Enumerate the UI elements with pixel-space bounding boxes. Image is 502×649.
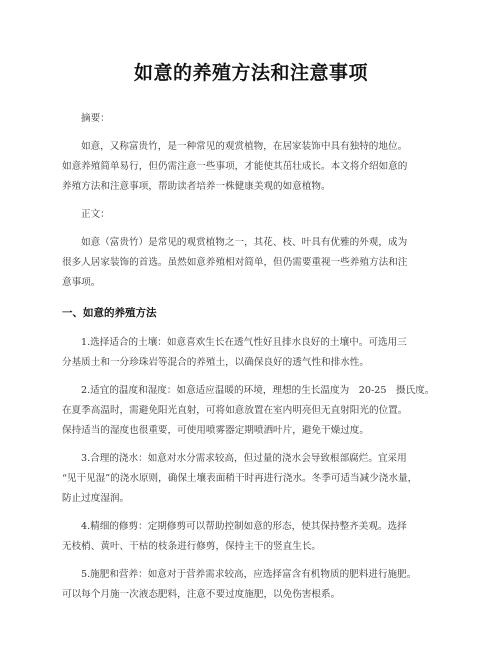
list-item-line: “见干见湿”的浇水原则，确保土壤表面稍干时再进行浇水。冬季可适当减少浇水量， [62, 473, 418, 484]
list-item-line: 1.选择适合的土壤：如意喜欢生长在透气性好且排水良好的土壤中。可选用三 [81, 337, 407, 348]
list-item [62, 565, 440, 605]
section-heading: 一、如意的养殖方法 [62, 307, 157, 319]
list-item-line: 分基质土和一分珍珠岩等混合的养殖土，以确保良好的透气性和排水性。 [62, 357, 369, 368]
list-item [62, 333, 440, 373]
abstract-paragraph [62, 137, 440, 197]
list-item-line: 在夏季高温时，需避免阳光直射，可将如意放置在室内明亮但无直射阳光的位置。 [62, 405, 408, 416]
abstract-line: 如意养殖简单易行，但仍需注意一些事项，才能使其茁壮成长。本文将介绍如意的 [62, 161, 408, 172]
body-line: 很多人居家装饰的首选。虽然如意养殖相对简单，但仍需要重视一些养殖方法和注 [62, 257, 408, 268]
abstract-line: 养殖方法和注意事项，帮助读者培养一株健康美观的如意植物。 [62, 181, 331, 192]
list-item-line: 防止过度湿润。 [62, 493, 130, 504]
list-item-line: 无枝梢、黄叶、干枯的枝条进行修剪，保持主干的竖直生长。 [62, 541, 322, 552]
list-item-line: 保持适当的湿度也很重要，可使用喷雾器定期喷洒叶片，避免干燥过度。 [62, 425, 369, 436]
body-paragraph [62, 233, 440, 293]
list-item-line: 3.合理的浇水：如意对水分需求较高，但过量的浇水会导致根部腐烂。宜采用 [81, 453, 407, 464]
abstract-label: 摘要： [81, 113, 110, 124]
abstract-line: 如意，又称富贵竹，是一种常见的观赏植物，在居家装饰中具有独特的地位。 [81, 141, 408, 152]
body-line: 意事项。 [62, 277, 101, 288]
list-item-line: 2.适宜的温度和湿度：如意适应温暖的环境，理想的生长温度为 20-25 摄氏度。 [81, 385, 435, 396]
list-item-line: 可以每个月施一次液态肥料，注意不要过度施肥，以免伤害根系。 [62, 589, 341, 600]
body-label: 正文： [81, 209, 110, 220]
list-item [62, 449, 440, 509]
list-item [62, 381, 440, 441]
body-line: 如意（富贵竹）是常见的观赏植物之一，其花、枝、叶具有优雅的外观，成为 [81, 237, 408, 248]
list-item-line: 4.精细的修剪：定期修剪可以帮助控制如意的形态，使其保持整齐美观。选择 [81, 521, 407, 532]
page-title: 如意的养殖方法和注意事项 [133, 62, 368, 84]
list-item [62, 517, 440, 557]
list-item-line: 5.施肥和营养：如意对于营养需求较高，应选择富含有机物质的肥料进行施肥。 [81, 569, 417, 580]
